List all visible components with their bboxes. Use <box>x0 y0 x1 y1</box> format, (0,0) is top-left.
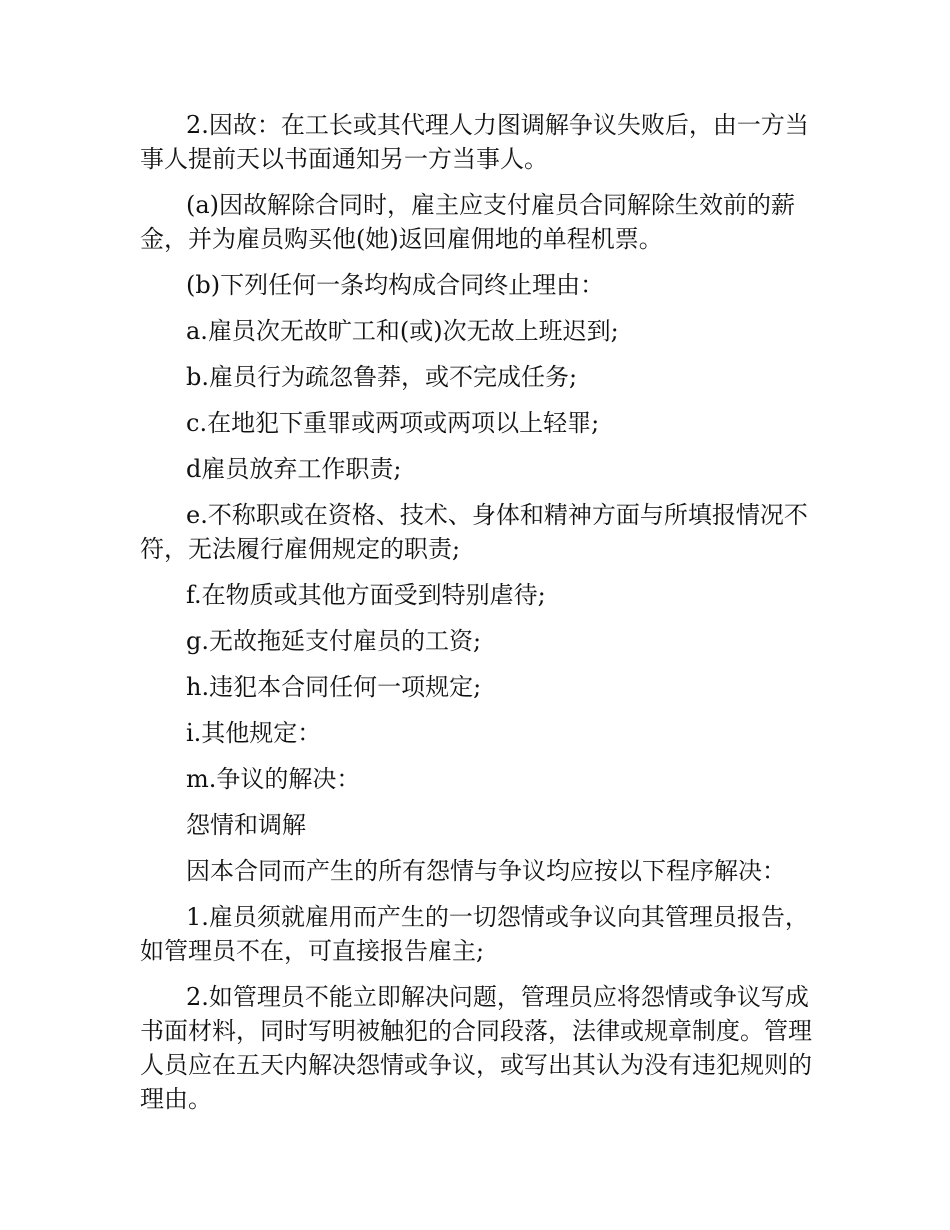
list-item-g: g.无故拖延支付雇员的工资; <box>186 627 482 655</box>
list-item-c: c.在地犯下重罪或两项或两项以上轻罪; <box>186 409 600 437</box>
list-item-f: f.在物质或其他方面受到特别虐待; <box>186 581 546 609</box>
subsection-grievance-mediation: 怨情和调解 <box>186 811 306 839</box>
list-item-b: b.雇员行为疏忽鲁莽，或不完成任务; <box>186 363 578 391</box>
list-item-h: h.违犯本合同任何一项规定; <box>186 673 482 701</box>
paragraph-procedure-intro: 因本合同而产生的所有怨情与争议均应按以下程序解决： <box>186 857 786 885</box>
list-item-i: i.其他规定： <box>186 719 322 747</box>
procedure-step-2: 2.如管理员不能立即解决问题，管理员应将怨情或争议写成书面材料，同时写明被触犯的合同段落，法律或规章制度。管理人员应在五天内解决怨情或争议，或写出其认为没有违犯规则的理由。 <box>140 983 812 1113</box>
list-item-e: e.不称职或在资格、技术、身体和精神方面与所填报情况不符，无法履行雇佣规定的职责; <box>140 501 808 563</box>
list-item-d: d雇员放弃工作职责; <box>186 455 402 483</box>
paragraph-cause-termination: 2.因故：在工长或其代理人力图调解争议失败后，由一方当事人提前天以书面通知另一方当事人。 <box>140 111 809 173</box>
procedure-step-1: 1.雇员须就雇用而产生的一切怨情或争议向其管理员报告，如管理员不在，可直接报告雇主; <box>140 903 809 965</box>
list-item-a: a.雇员次无故旷工和(或)次无故上班迟到; <box>186 317 619 345</box>
section-dispute-resolution: m.争议的解决： <box>186 765 361 793</box>
paragraph-clause-b: (b)下列任何一条均构成合同终止理由： <box>186 271 605 299</box>
document-page <box>140 108 812 1128</box>
paragraph-clause-a: (a)因故解除合同时，雇主应支付雇员合同解除生效前的薪金，并为雇员购买他(她)返回雇佣地的单程机票。 <box>140 191 796 253</box>
